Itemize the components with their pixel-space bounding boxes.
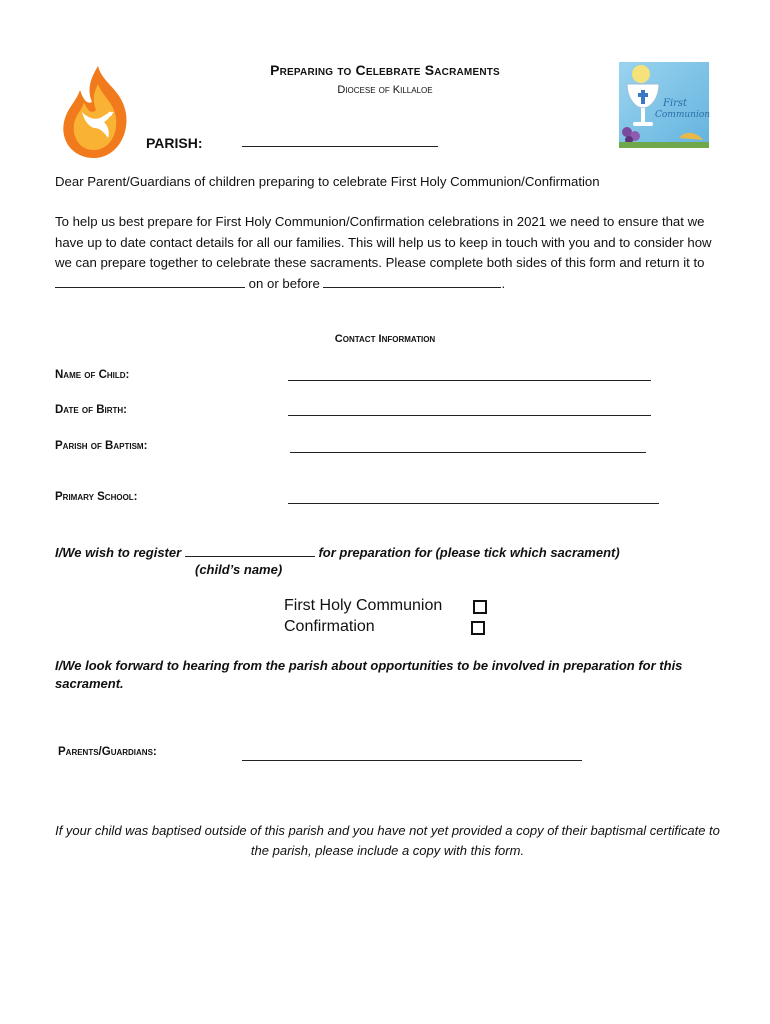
child-name-blank[interactable] <box>185 544 315 557</box>
body-paragraph <box>55 212 720 294</box>
contact-info-heading: Contact Information <box>334 333 436 345</box>
preparation-statement: I/We look forward to hearing from the parish about opportunities to be involved in preparation for this sacrament. <box>55 658 683 691</box>
register-prefix: I/We wish to register <box>55 545 182 560</box>
parish-label: PARISH: <box>146 135 203 151</box>
first-holy-communion-checkbox[interactable] <box>473 600 487 614</box>
primary-school-field[interactable] <box>288 503 659 504</box>
body-text-part3: . <box>501 275 506 291</box>
communion-logo-text-1: First <box>663 98 688 109</box>
communion-logo-text-2: Communion <box>655 110 711 120</box>
body-text-part2: on or before <box>248 275 320 291</box>
confirmation-checkbox[interactable] <box>471 621 485 635</box>
parish-of-baptism-field[interactable] <box>290 452 646 453</box>
register-sentence <box>55 544 620 560</box>
date-of-birth-label: Date of Birth: <box>55 404 128 416</box>
baptism-certificate-note: If your child was baptised outside of this parish and you have not yet provided a copy of their baptismal certificate to the parish, please include a copy with this form. <box>55 823 720 858</box>
parents-guardians-label: Parents/Guardians: <box>58 746 157 758</box>
option-confirmation-label: Confirmation <box>284 618 375 635</box>
register-suffix: for preparation for (please tick which sacrament) <box>318 545 620 560</box>
name-of-child-label: Name of Child: <box>55 369 130 381</box>
parish-input-line[interactable] <box>242 146 438 147</box>
name-of-child-field[interactable] <box>288 380 651 381</box>
diocese-subtitle: Diocese of Killaloe <box>337 84 433 96</box>
child-name-caption: (child’s name) <box>195 562 283 577</box>
parish-of-baptism-label: Parish of Baptism: <box>55 440 148 452</box>
return-date-blank[interactable] <box>323 275 501 288</box>
return-to-blank[interactable] <box>55 275 245 288</box>
greeting-text: Dear Parent/Guardians of children preparing to celebrate First Holy Communion/Confirmation <box>55 174 600 189</box>
primary-school-label: Primary School: <box>55 491 138 503</box>
body-text-part1: To help us best prepare for First Holy Communion/Confirmation celebrations in 2021 we need to ensure that we have up to date contact details for all our families. This will help us to keep in touch with you and to consider how we can prepare together to celebrate these sacraments. Please complete both sides of this form and return it to <box>55 214 712 271</box>
option-first-holy-communion-label: First Holy Communion <box>284 597 443 614</box>
page-title: Preparing to Celebrate Sacraments <box>270 62 500 78</box>
date-of-birth-field[interactable] <box>288 415 651 416</box>
parents-guardians-field[interactable] <box>242 760 582 761</box>
